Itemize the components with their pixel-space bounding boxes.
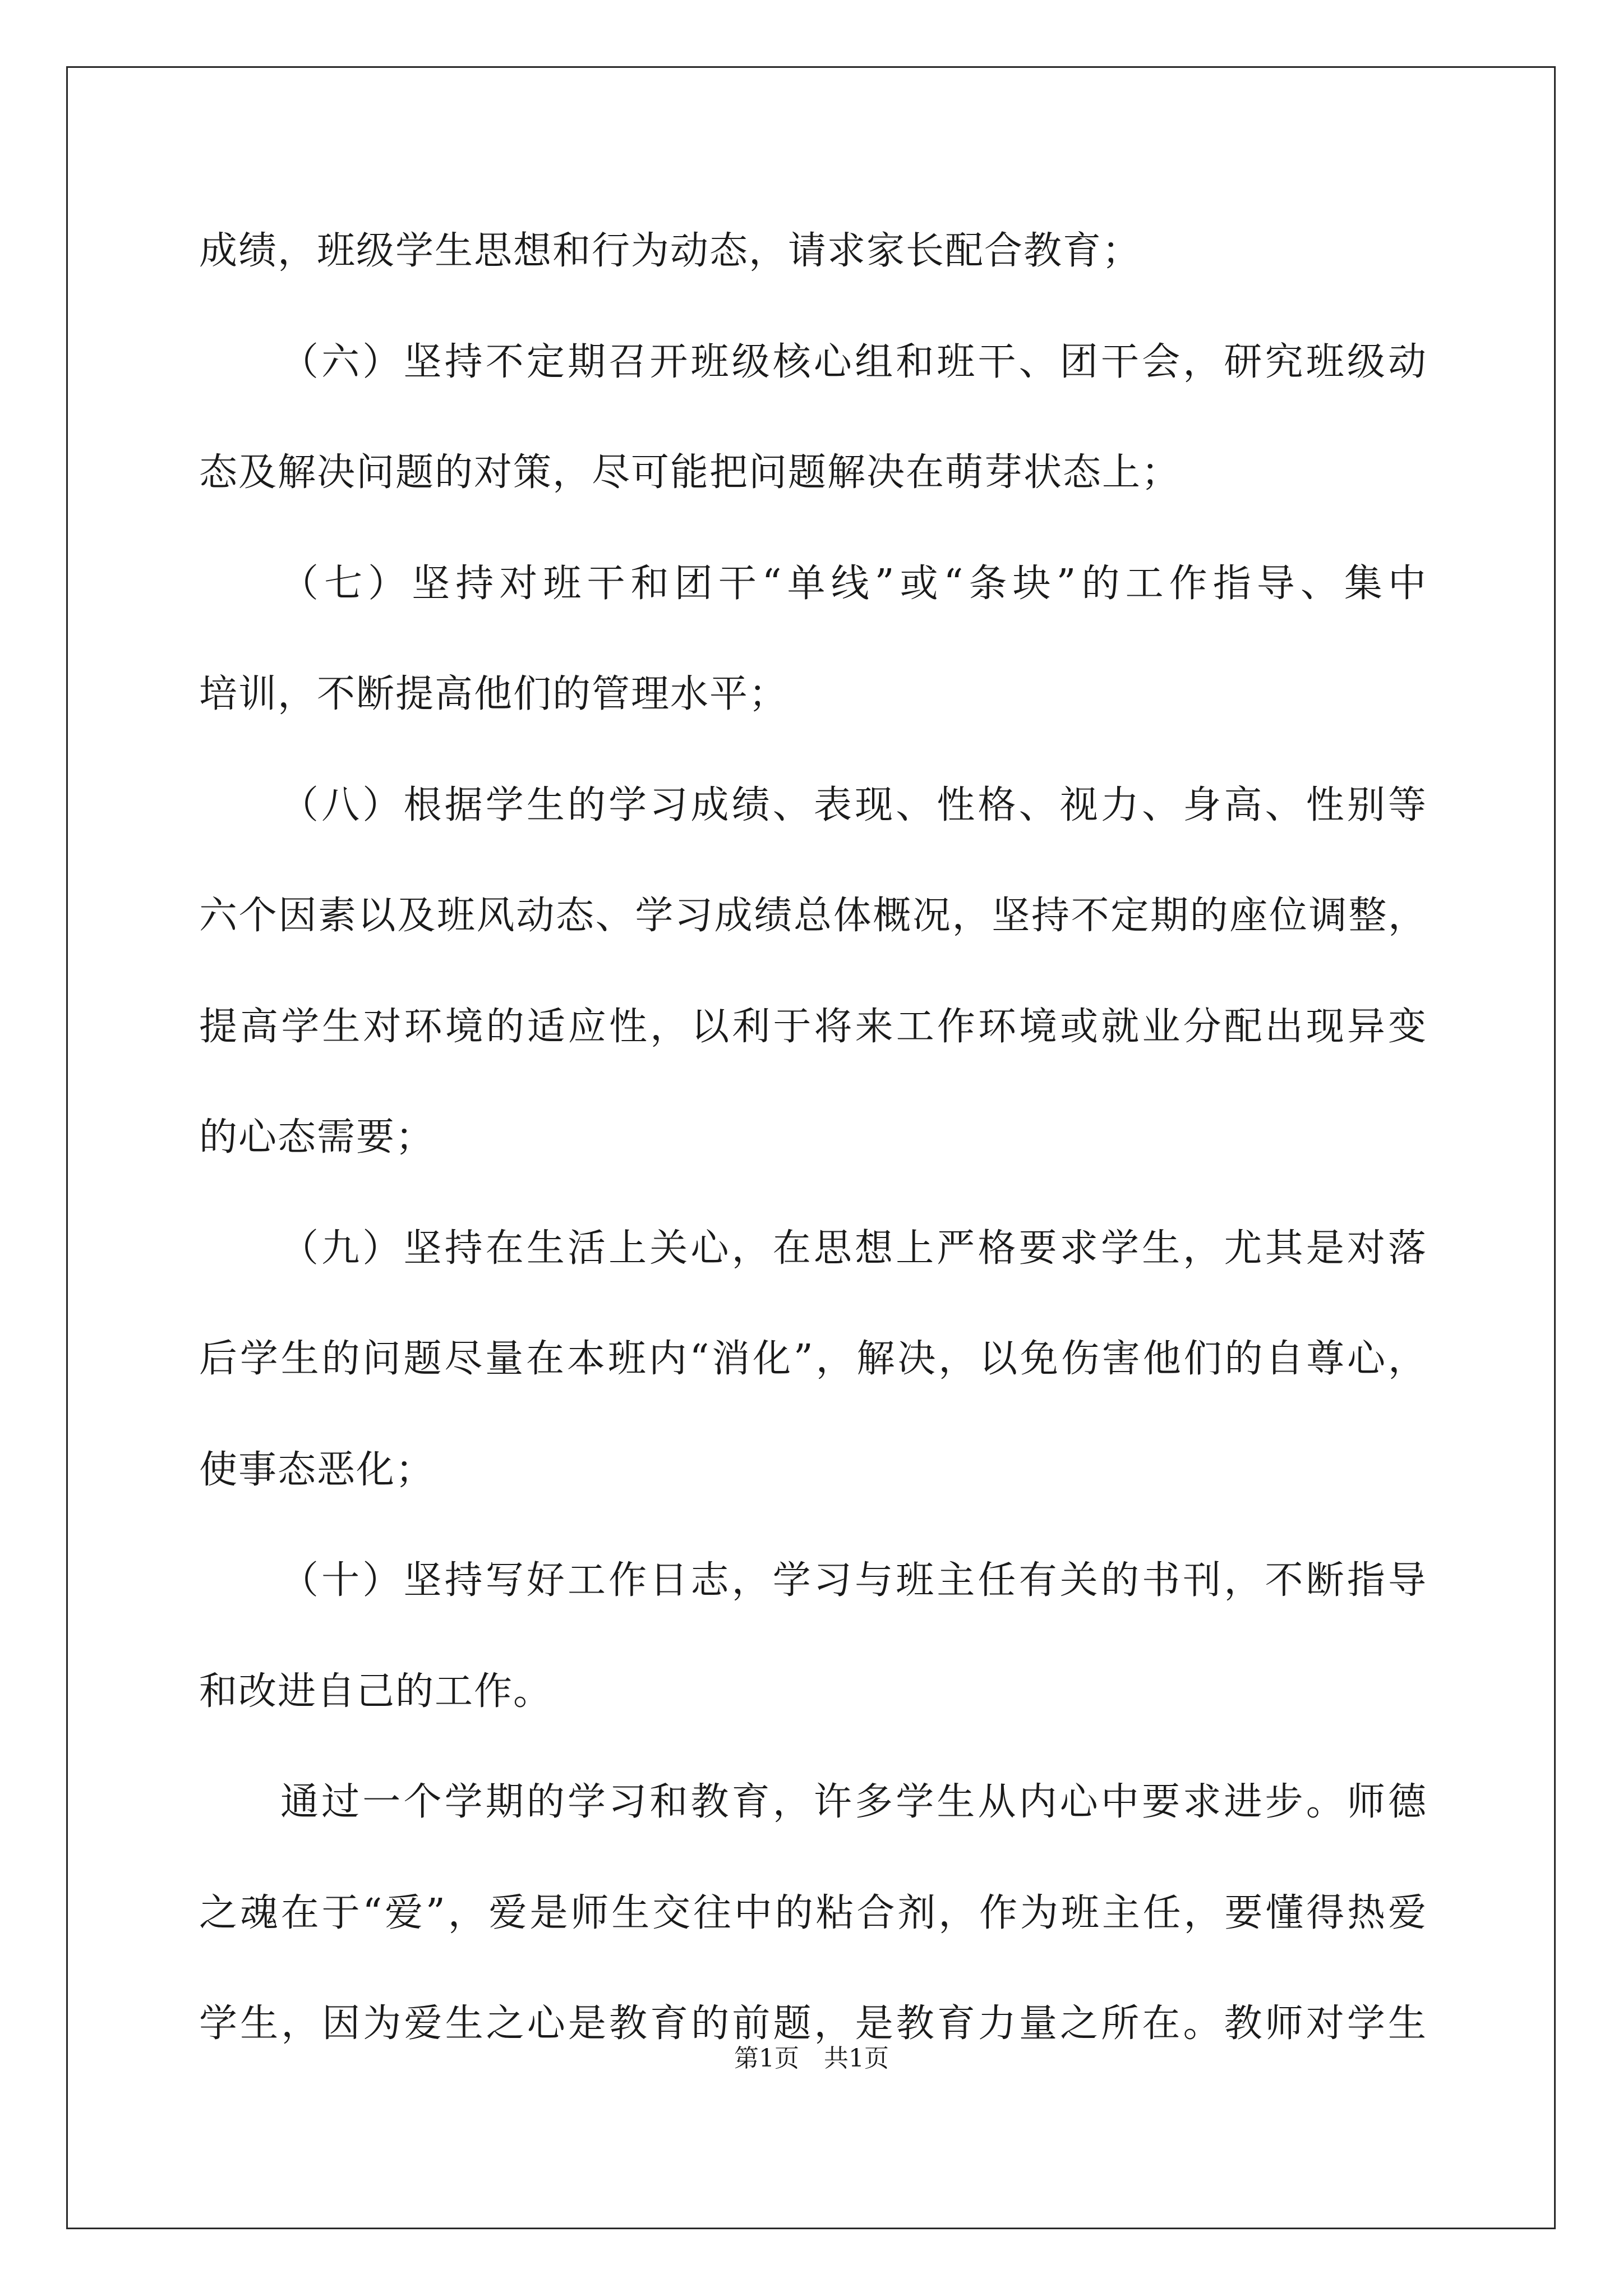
text-line: （九）坚持在生活上关心，在思想上严格要求学生，尤其是对落 <box>280 1226 1427 1271</box>
text-line: 通过一个学期的学习和教育，许多学生从内心中要求进步。师德 <box>280 1780 1427 1824</box>
text-line: （七）坚持对班干和团干“单线”或“条块”的工作指导、集中 <box>280 561 1427 606</box>
text-line: 成绩，班级学生思想和行为动态，请求家长配合教育； <box>199 229 1142 273</box>
text-line: （六）坚持不定期召开班级核心组和班干、团干会，研究班级动 <box>280 339 1427 384</box>
text-line: 使事态恶化； <box>199 1447 435 1492</box>
text-line: （十）坚持写好工作日志，学习与班主任有关的书刊，不断指导 <box>280 1558 1427 1603</box>
text-line: 之魂在于“爱”，爱是师生交往中的粘合剂，作为班主任，要懂得热爱 <box>199 1890 1427 1935</box>
text-line: 态及解决问题的对策，尽可能把问题解决在萌芽状态上； <box>199 450 1181 495</box>
text-line: 学生，因为爱生之心是教育的前题，是教育力量之所在。教师对学生 <box>199 2001 1427 2046</box>
text-line: 的心态需要； <box>199 1115 435 1159</box>
page-footer: 第1页 共1页 <box>734 2044 889 2073</box>
document-body <box>199 218 1427 2101</box>
text-line: 培训，不断提高他们的管理水平； <box>199 672 789 716</box>
text-line: 和改进自己的工作。 <box>199 1669 553 1714</box>
text-line: 后学生的问题尽量在本班内“消化”，解决，以免伤害他们的自尊心， <box>199 1337 1427 1381</box>
text-line: 六个因素以及班风动态、学习成绩总体概况，坚持不定期的座位调整， <box>199 894 1427 938</box>
text-line: 提高学生对环境的适应性，以利于将来工作环境或就业分配出现异变 <box>199 1004 1427 1049</box>
text-line: （八）根据学生的学习成绩、表现、性格、视力、身高、性别等 <box>280 783 1427 827</box>
